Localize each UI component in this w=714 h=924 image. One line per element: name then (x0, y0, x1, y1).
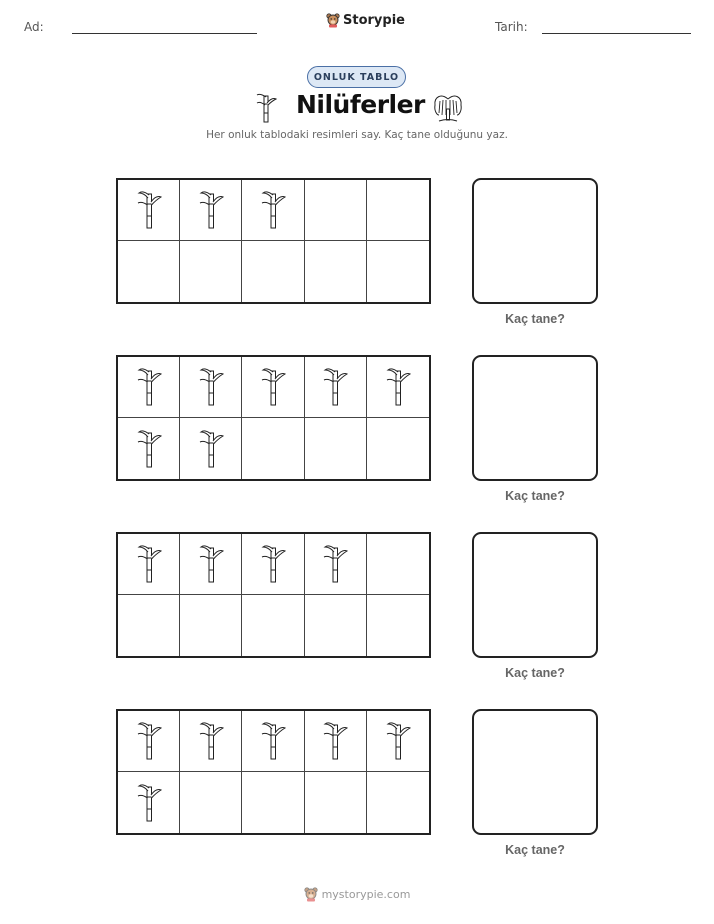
footer (0, 886, 714, 902)
title-row (0, 90, 714, 126)
answer-box[interactable] (472, 178, 598, 304)
ten-frame-cell (118, 418, 180, 479)
bamboo-stalk-icon (136, 367, 162, 407)
ten-frame-cell (242, 711, 304, 772)
ten-frame-cell (305, 534, 367, 595)
bamboo-stalk-icon (198, 544, 224, 584)
ten-frame-cell (367, 357, 429, 418)
bear-mascot-icon (304, 886, 318, 902)
ten-frame-cell (305, 595, 367, 656)
ten-frame-cell (367, 711, 429, 772)
ten-frame (116, 709, 431, 835)
ten-frame-cell (180, 357, 242, 418)
answer-box[interactable] (472, 709, 598, 835)
ten-frame-cell (242, 180, 304, 241)
name-line[interactable] (72, 33, 257, 34)
brand-name: Storypie (343, 12, 405, 28)
page-title: Nilüferler (296, 90, 425, 119)
bamboo-stalk-icon (260, 190, 286, 230)
bamboo-stalk-icon (136, 544, 162, 584)
brand-logo (326, 12, 405, 28)
ten-frame-cell (305, 241, 367, 302)
ten-frame-cell (118, 595, 180, 656)
ten-frame (116, 178, 431, 304)
ten-frame-cell (242, 595, 304, 656)
bamboo-stalk-icon (136, 429, 162, 469)
ten-frame-cell (118, 180, 180, 241)
ten-frame-cell (367, 180, 429, 241)
bamboo-stalk-icon (322, 544, 348, 584)
ten-frame-cell (118, 534, 180, 595)
bamboo-stalk-icon (260, 721, 286, 761)
answer-box[interactable] (472, 532, 598, 658)
ten-frame-cell (180, 772, 242, 833)
bamboo-stalk-icon (136, 190, 162, 230)
answer-prompt: Kaç tane? (505, 312, 565, 326)
instructions: Her onluk tablodaki resimleri say. Kaç tane olduğunu yaz. (206, 129, 508, 141)
ten-frame-cell (118, 772, 180, 833)
date-label: Tarih: (495, 20, 528, 34)
ten-frame-cell (367, 241, 429, 302)
problem-1 (116, 178, 598, 338)
problem-4 (116, 709, 598, 869)
answer-box[interactable] (472, 355, 598, 481)
ten-frame-cell (242, 241, 304, 302)
answer-prompt: Kaç tane? (505, 843, 565, 857)
footer-url: mystorypie.com (321, 887, 411, 901)
ten-frame (116, 355, 431, 481)
answer-prompt: Kaç tane? (505, 666, 565, 680)
ten-frame-cell (305, 772, 367, 833)
ten-frame-cell (367, 772, 429, 833)
bear-mascot-icon (326, 12, 340, 28)
ten-frame-cell (118, 357, 180, 418)
bamboo-stalk-icon (198, 367, 224, 407)
bamboo-stalk-icon (322, 367, 348, 407)
ten-frame-cell (118, 241, 180, 302)
willow-tree-icon (431, 91, 465, 123)
name-label: Ad: (24, 20, 44, 34)
ten-frame-cell (242, 357, 304, 418)
ten-frame-cell (180, 418, 242, 479)
worksheet-type-badge: ONLUK TABLO (307, 66, 406, 88)
bamboo-stalk-icon (198, 190, 224, 230)
ten-frame-cell (367, 534, 429, 595)
bamboo-stalk-icon (198, 429, 224, 469)
ten-frame-cell (180, 180, 242, 241)
ten-frame-cell (180, 534, 242, 595)
ten-frame-cell (180, 595, 242, 656)
ten-frame-cell (180, 711, 242, 772)
ten-frame (116, 532, 431, 658)
ten-frame-cell (118, 711, 180, 772)
problem-3 (116, 532, 598, 692)
ten-frame-cell (305, 180, 367, 241)
ten-frame-cell (367, 418, 429, 479)
bamboo-stalk-icon (260, 544, 286, 584)
date-line[interactable] (542, 33, 691, 34)
bamboo-stalk-icon (322, 721, 348, 761)
bamboo-stalk-icon (136, 721, 162, 761)
ten-frame-cell (305, 418, 367, 479)
answer-prompt: Kaç tane? (505, 489, 565, 503)
bamboo-stalk-icon (260, 367, 286, 407)
bamboo-stalk-icon (198, 721, 224, 761)
bamboo-stalk-icon (254, 93, 278, 123)
bamboo-stalk-icon (385, 721, 411, 761)
bamboo-stalk-icon (136, 783, 162, 823)
bamboo-stalk-icon (385, 367, 411, 407)
ten-frame-cell (242, 534, 304, 595)
ten-frame-cell (305, 711, 367, 772)
ten-frame-cell (180, 241, 242, 302)
ten-frame-cell (367, 595, 429, 656)
ten-frame-cell (242, 418, 304, 479)
ten-frame-cell (305, 357, 367, 418)
problem-2 (116, 355, 598, 515)
ten-frame-cell (242, 772, 304, 833)
